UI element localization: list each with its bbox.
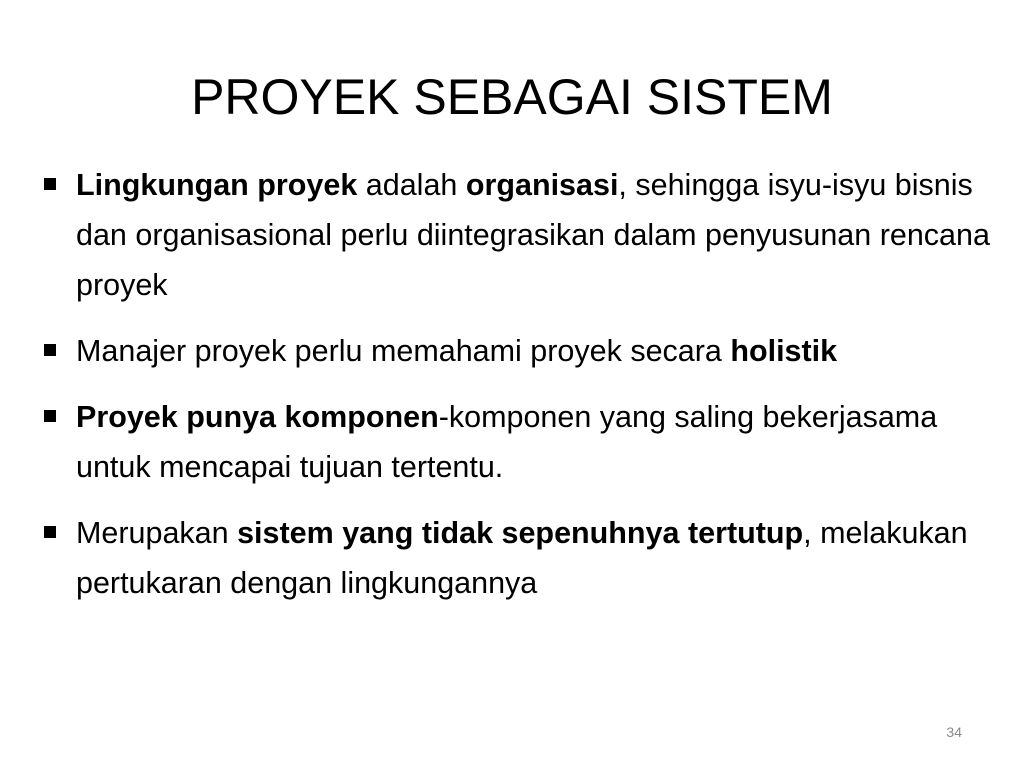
bullet-text <box>76 400 937 484</box>
bullet-bold-text: Proyek punya komponen <box>76 400 439 434</box>
bullet-bold-text: Lingkungan proyek <box>76 168 358 202</box>
bullet-plain-text: Merupakan <box>76 516 238 550</box>
bullet-bold-text: sistem yang tidak sepenuhnya tertutup <box>237 516 804 550</box>
slide-title: PROYEK SEBAGAI SISTEM <box>191 69 833 125</box>
bullet-item <box>40 326 990 376</box>
bullet-list <box>40 160 990 624</box>
bullet-text <box>76 168 990 302</box>
bullet-item <box>40 508 990 608</box>
square-bullet-icon <box>44 526 56 538</box>
bullet-bold-text: holistik <box>730 334 838 368</box>
bullet-text <box>76 516 968 600</box>
square-bullet-icon <box>44 178 56 190</box>
bullet-bold-text: organisasi <box>465 168 619 202</box>
bullet-item <box>40 392 990 492</box>
bullet-plain-text: -komponen yang saling bekerjasama untuk mencapai tujuan tertentu. <box>76 400 938 484</box>
bullet-plain-text: adalah <box>357 168 466 202</box>
bullet-item <box>40 160 990 310</box>
square-bullet-icon <box>44 344 56 356</box>
square-bullet-icon <box>44 410 56 422</box>
bullet-plain-text: , melakukan pertukaran dengan lingkungannya <box>76 516 968 600</box>
bullet-plain-text: Manajer proyek perlu memahami proyek secara <box>76 334 731 368</box>
bullet-text <box>76 334 837 368</box>
page-number: 34 <box>946 724 962 740</box>
bullet-plain-text: , sehingga isyu-isyu bisnis dan organisasional perlu diintegrasikan dalam penyusunan rencana proyek <box>76 168 990 302</box>
